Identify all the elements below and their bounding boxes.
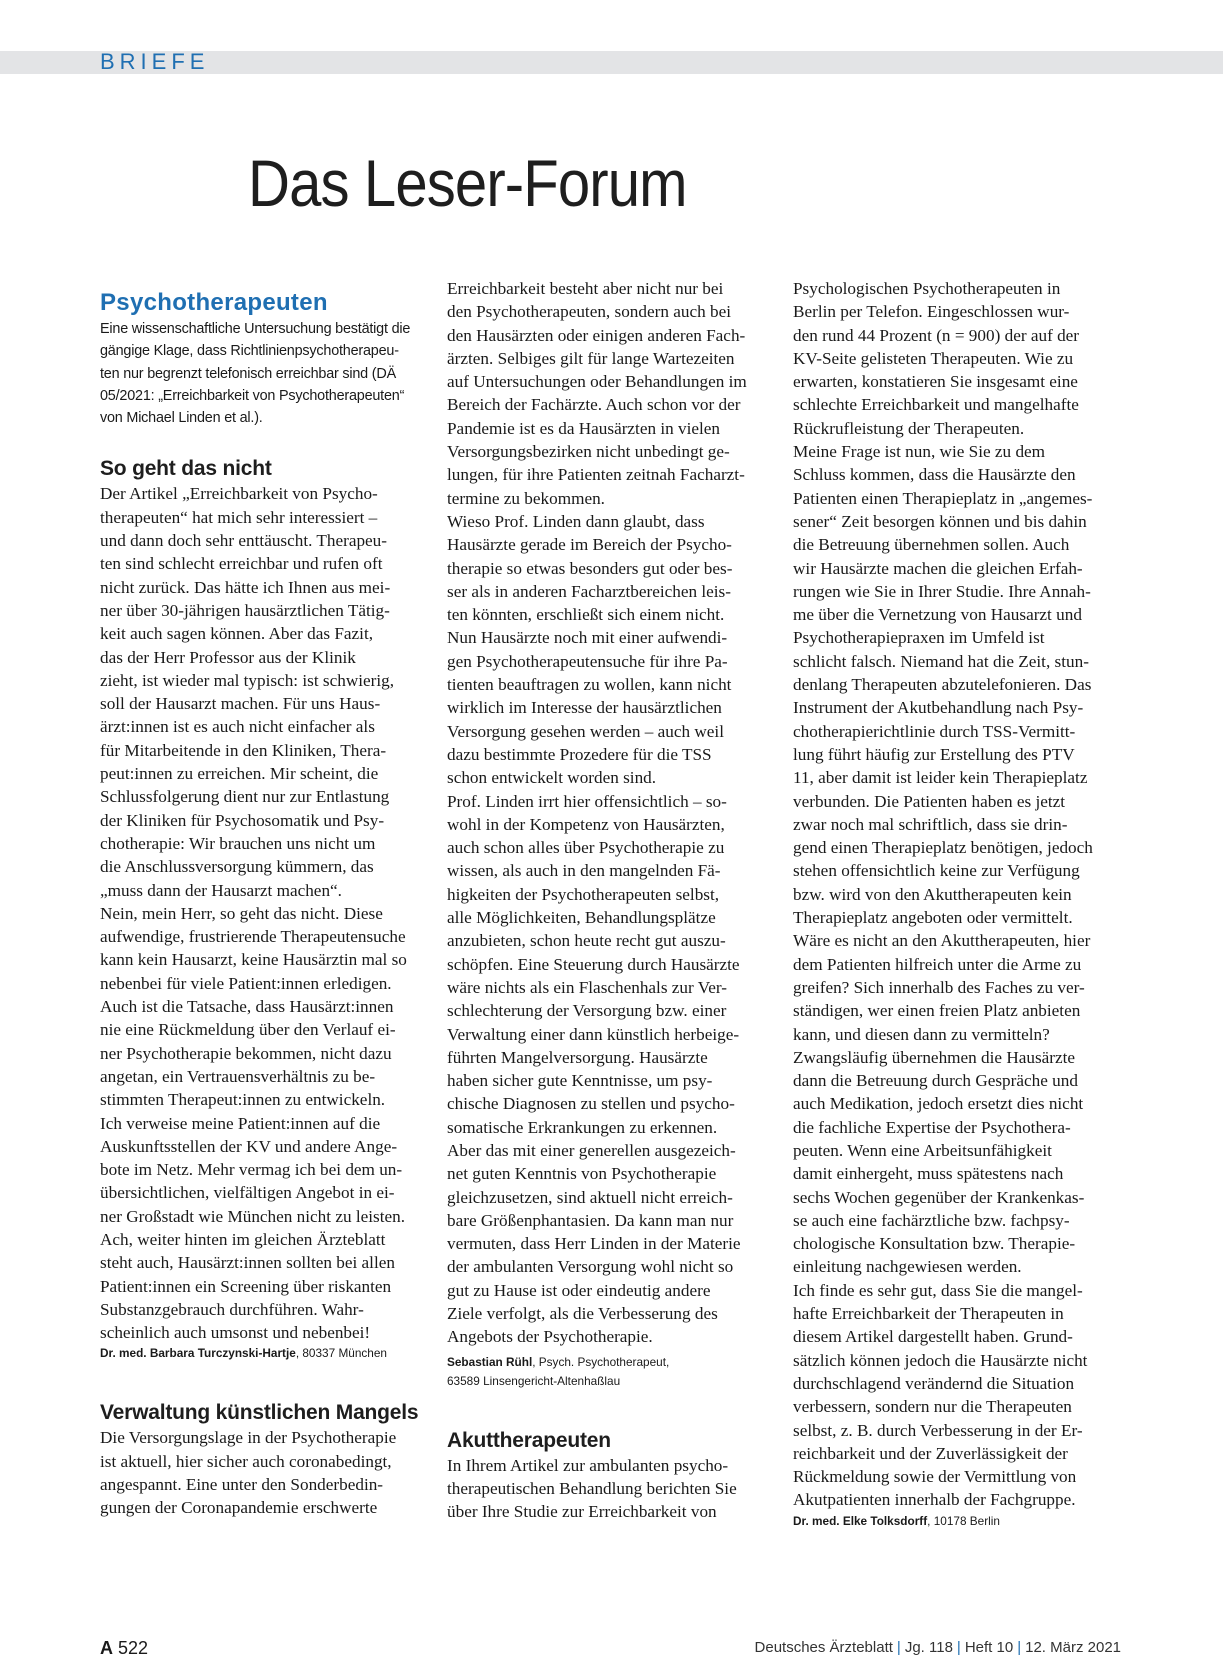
text-line: Instrument der Akutbehandlung nach Psy- — [793, 698, 1084, 718]
text-line: 11, aber damit ist leider kein Therapieplatz — [793, 768, 1088, 788]
text-line: Nun Hausärzte noch mit einer aufwendi- — [447, 628, 728, 648]
text-line: bzw. wird von den Akuttherapeuten kein — [793, 884, 1072, 904]
text-line: dazu bestimmte Prozedere für die TSS — [447, 744, 712, 764]
letter-author-2: Sebastian Rühl, Psych. Psychotherapeut, — [447, 1354, 670, 1369]
text-line: ständigen, wer einen freien Platz anbieten — [793, 1001, 1081, 1021]
text-line: kann, und diesen dann zu vermitteln? — [793, 1024, 1050, 1044]
letter-body-2-continued — [447, 277, 775, 1349]
text-line: angespannt. Eine unter den Sonderbedin- — [100, 1475, 384, 1495]
text-line: verbunden. Die Patienten haben es jetzt — [793, 791, 1066, 811]
text-line: ist aktuell, hier sicher auch coronabedingt, — [100, 1451, 392, 1471]
text-line: übersichtlichen, vielfältigen Angebot in ei- — [100, 1183, 395, 1203]
text-line: 05/2021: „Erreichbarkeit von Psychotherapeuten“ — [100, 387, 405, 404]
text-line: Psychotherapiepraxen im Umfeld ist — [793, 628, 1045, 648]
text-line: ärzten. Selbiges gilt für lange Wartezeiten — [447, 348, 735, 368]
text-line: schlechterung der Versorgung bzw. einer — [447, 1001, 727, 1021]
text-line: einleitung nachgewiesen werden. — [793, 1257, 1022, 1277]
text-line: schlechte Erreichbarkeit und mangelhafte — [793, 395, 1079, 415]
text-line: ärzt:innen ist es auch nicht einfacher als — [100, 717, 375, 737]
text-line: ner Großstadt wie München nicht zu leisten. — [100, 1206, 405, 1226]
column-2 — [447, 277, 775, 1524]
text-line: das der Herr Professor aus der Klinik — [100, 647, 356, 667]
text-line: schlicht falsch. Niemand hat die Zeit, stun- — [793, 651, 1089, 671]
text-line: Auskunftsstellen der KV und andere Ange- — [100, 1136, 398, 1156]
text-line: denlang Therapeuten abzutelefonieren. Das — [793, 675, 1092, 695]
column-1 — [100, 288, 428, 1520]
text-line: In Ihrem Artikel zur ambulanten psycho- — [447, 1455, 729, 1475]
text-line: Versorgungsbezirken nicht unbedingt ge- — [447, 442, 730, 462]
letter-body-3-continued — [793, 277, 1121, 1512]
text-line: verbessern, sondern nur die Therapeuten — [793, 1397, 1072, 1417]
text-line: Eine wissenschaftliche Untersuchung bestätigt die — [100, 321, 411, 337]
text-line: dem Patienten hilfreich unter die Arme zu — [793, 954, 1082, 974]
text-line: Nein, mein Herr, so geht das nicht. Diese — [100, 903, 383, 923]
text-line: ner Psychotherapie bekommen, nicht dazu — [100, 1043, 392, 1063]
text-line: auf Untersuchungen oder Behandlungen im — [447, 372, 747, 392]
text-line: wir Hausärzte machen die gleichen Erfah- — [793, 558, 1083, 578]
text-line: peut:innen zu erreichen. Mir scheint, die — [100, 764, 379, 784]
text-line: durchschlagend verändernd die Situation — [793, 1373, 1075, 1393]
text-line: angetan, ein Vertrauensverhältnis zu be- — [100, 1066, 376, 1086]
text-line: der Kliniken für Psychosomatik und Psy- — [100, 810, 385, 830]
text-line: Aber das mit einer generellen ausgezeich- — [447, 1140, 736, 1160]
text-line: diesem Artikel dargestellt haben. Grund- — [793, 1327, 1073, 1347]
text-line: gend einen Therapieplatz benötigen, jedoch — [793, 838, 1093, 858]
text-line: sätzlich können jedoch die Hausärzte nicht — [793, 1350, 1088, 1370]
text-line: keit auch sagen können. Aber das Fazit, — [100, 624, 374, 644]
text-line: über Ihre Studie zur Erreichbarkeit von — [447, 1502, 717, 1522]
text-line: reichbarkeit und der Zuverlässigkeit der — [793, 1443, 1068, 1463]
text-line: die Betreuung übernehmen sollen. Auch — [793, 535, 1070, 555]
text-line: die fachliche Expertise der Psychothera- — [793, 1117, 1071, 1137]
column-3 — [793, 277, 1121, 1531]
text-line: ten nur begrenzt telefonisch erreichbar sind (DÄ — [100, 365, 396, 382]
text-line: „muss dann der Hausarzt machen“. — [100, 880, 342, 900]
text-line: tienten beauftragen zu wollen, kann nicht — [447, 675, 732, 695]
text-line: Der Artikel „Erreichbarkeit von Psycho- — [100, 484, 378, 504]
text-line: Versorgung gesehen werden – auch weil — [447, 721, 724, 741]
text-line: den rund 44 Prozent (n = 900) der auf der — [793, 325, 1080, 345]
text-line: Substanzgebrauch durchführen. Wahr- — [100, 1299, 364, 1319]
text-line: Verwaltung einer dann künstlich herbeige- — [447, 1024, 740, 1044]
text-line: Patienten einen Therapieplatz in „angemes- — [793, 488, 1093, 508]
text-line: ten könnten, erschließt sich einem nicht. — [447, 605, 725, 625]
text-line: aufwendige, frustrierende Therapeutensuche — [100, 927, 406, 947]
text-line: Hausärzte gerade im Bereich der Psycho- — [447, 535, 732, 555]
text-line: auch Medikation, jedoch ersetzt dies nicht — [793, 1094, 1084, 1114]
text-line: den Hausärzten oder einigen anderen Fach- — [447, 325, 746, 345]
text-line: termine zu bekommen. — [447, 488, 605, 508]
text-line: haben sicher gute Kenntnisse, um psy- — [447, 1071, 713, 1091]
text-line: Die Versorgungslage in der Psychotherapie — [100, 1428, 397, 1448]
journal-footer: Deutsches Ärzteblatt | Jg. 118 | Heft 10 | 12. März 2021 — [754, 1639, 1121, 1656]
text-line: Meine Frage ist nun, wie Sie zu dem — [793, 442, 1046, 462]
letter-author-3: Dr. med. Elke Tolksdorff, 10178 Berlin — [793, 1513, 1000, 1528]
text-line: von Michael Linden et al.). — [100, 410, 263, 427]
text-line: und dann doch sehr enttäuscht. Therapeu- — [100, 531, 388, 551]
letter-author-1: Dr. med. Barbara Turczynski-Hartje, 80337 München — [100, 1346, 387, 1361]
text-line: chotherapie: Wir brauchen uns nicht um — [100, 833, 376, 853]
text-line: gut zu Hause ist oder eindeutig andere — [447, 1280, 711, 1300]
text-line: gleichzusetzen, sind aktuell nicht erreich- — [447, 1187, 733, 1207]
text-line: Schluss kommen, dass die Hausärzte den — [793, 465, 1076, 485]
text-line: dann die Betreuung durch Gespräche und — [793, 1071, 1078, 1091]
page-number: A 522 — [100, 1638, 149, 1658]
text-line: damit einhergeht, muss spätestens nach — [793, 1164, 1064, 1184]
journal-issue: Heft 10 — [964, 1639, 1014, 1656]
text-line: soll der Hausarzt machen. Für uns Haus- — [100, 694, 381, 714]
text-line: therapeuten“ hat mich sehr interessiert – — [100, 507, 378, 527]
text-line: stimmten Therapeut:innen zu entwickeln. — [100, 1090, 386, 1110]
text-line: Prof. Linden irrt hier offensichtlich – so- — [447, 791, 727, 811]
text-line: Patient:innen ein Screening über riskanten — [100, 1276, 392, 1296]
journal-volume: Jg. 118 — [904, 1639, 953, 1656]
text-line: Schlussfolgerung dient nur zur Entlastung — [100, 787, 390, 807]
text-line: sener“ Zeit besorgen können und bis dahin — [793, 511, 1087, 531]
letter-body-3 — [447, 1454, 775, 1524]
text-line: wissen, als auch in den mangelnden Fä- — [447, 861, 721, 881]
text-line: stehen offensichtlich keine zur Verfügung — [793, 861, 1080, 881]
text-line: gängige Klage, dass Richtlinienpsychotherapeu- — [100, 343, 399, 360]
text-line: ten sind schlecht erreichbar und rufen oft — [100, 554, 383, 574]
text-line: chologische Konsultation bzw. Therapie- — [793, 1234, 1076, 1254]
text-line: ser als in anderen Facharztbereichen leis- — [447, 581, 731, 601]
text-line: für Mitarbeitende in den Kliniken, Thera- — [100, 740, 387, 760]
text-line: somatische Erkrankungen zu erkennen. — [447, 1117, 718, 1137]
letter-heading-1: So geht das nicht — [100, 457, 272, 481]
text-line: Zwangsläufig übernehmen die Hausärzte — [793, 1047, 1076, 1067]
text-line: schon entwickelt worden sind. — [447, 768, 657, 788]
text-line: nie eine Rückmeldung über den Verlauf ei- — [100, 1020, 396, 1040]
letter-heading-2: Verwaltung künstlichen Mangels — [100, 1401, 419, 1425]
text-line: rungen wie Sie in Ihrer Studie. Ihre Annah- — [793, 581, 1091, 601]
text-line: Pandemie ist es da Hausärzten in vielen — [447, 418, 721, 438]
text-line: auch schon alles über Psychotherapie zu — [447, 838, 725, 858]
text-line: den Psychotherapeuten, sondern auch bei — [447, 302, 731, 322]
text-line: Bereich der Fachärzte. Auch schon vor der — [447, 395, 741, 415]
text-line: Berlin per Telefon. Eingeschlossen wur- — [793, 302, 1070, 322]
text-line: therapie so etwas besonders gut oder bes- — [447, 558, 733, 578]
text-line: Wieso Prof. Linden dann glaubt, dass — [447, 511, 705, 531]
text-line: vermuten, dass Herr Linden in der Materie — [447, 1234, 741, 1254]
text-line: chische Diagnosen zu stellen und psycho- — [447, 1094, 735, 1114]
text-line: me über die Vernetzung von Hausarzt und — [793, 605, 1082, 625]
text-line: Angebots der Psychotherapie. — [447, 1327, 653, 1347]
text-line: KV-Seite gelisteten Therapeuten. Wie zu — [793, 348, 1074, 368]
topic-heading: Psychotherapeuten — [100, 289, 328, 316]
letter-body-1 — [100, 482, 428, 1344]
letter-author-2-place: 63589 Linsengericht-Altenhaßlau — [447, 1373, 621, 1388]
text-line: alle Möglichkeiten, Behandlungsplätze — [447, 908, 716, 928]
text-line: gungen der Coronapandemie erschwerte — [100, 1498, 378, 1518]
text-line: nebenbei für viele Patient:innen erledigen. — [100, 973, 392, 993]
text-line: zieht, ist wieder mal typisch: ist schwierig, — [100, 670, 395, 690]
text-line: wirklich im Interesse der hausärztlichen — [447, 698, 722, 718]
text-line: Erreichbarkeit besteht aber nicht nur bei — [447, 279, 724, 298]
journal-name: Deutsches Ärzteblatt — [754, 1639, 893, 1656]
text-line: Ich finde es sehr gut, dass Sie die mangel- — [793, 1280, 1083, 1300]
text-line: therapeutischen Behandlung berichten Sie — [447, 1478, 737, 1498]
text-line: selbst, z. B. durch Verbesserung in der Er- — [793, 1420, 1083, 1440]
text-line: schöpfen. Eine Steuerung durch Hausärzte — [447, 954, 740, 974]
text-line: zwar noch mal schriftlich, dass sie drin- — [793, 814, 1068, 834]
text-line: peuten. Wenn eine Arbeitsunfähigkeit — [793, 1140, 1052, 1160]
text-line: wäre nichts als ein Flaschenhals zur Ver- — [447, 977, 727, 997]
text-line: wohl in der Kompetenz von Hausärzten, — [447, 814, 725, 834]
letter-heading-3: Akuttherapeuten — [447, 1428, 611, 1452]
text-line: Ziele verfolgt, als die Verbesserung des — [447, 1304, 718, 1324]
text-line: Psychologischen Psychotherapeuten in — [793, 279, 1061, 298]
text-line: net guten Kenntnis von Psychotherapie — [447, 1164, 717, 1184]
text-line: Akutpatienten innerhalb der Fachgruppe. — [793, 1490, 1076, 1510]
text-line: Rückrufleistung der Therapeuten. — [793, 418, 1025, 438]
topic-intro — [100, 318, 428, 429]
section-label: BRIEFE — [100, 49, 210, 74]
text-line: hafte Erreichbarkeit der Therapeuten in — [793, 1304, 1064, 1324]
text-line: Ach, weiter hinten im gleichen Ärzteblatt — [100, 1229, 386, 1249]
journal-date: 12. März 2021 — [1025, 1639, 1121, 1656]
text-line: gen Psychotherapeutensuche für ihre Pa- — [447, 651, 728, 671]
text-line: anzubieten, schon heute recht gut auszu- — [447, 931, 726, 951]
text-line: greifen? Sich innerhalb des Faches zu ver- — [793, 977, 1085, 997]
text-line: die Anschlussversorgung kümmern, das — [100, 857, 374, 877]
text-line: nicht zurück. Das hätte ich Ihnen aus mei- — [100, 577, 391, 597]
text-line: Auch ist die Tatsache, dass Hausärzt:innen — [100, 997, 394, 1017]
text-line: lung führt häufig zur Erstellung des PTV — [793, 744, 1075, 764]
text-line: chotherapierichtlinie durch TSS-Vermitt- — [793, 721, 1076, 741]
text-line: führten Mangelversorgung. Hausärzte — [447, 1047, 708, 1067]
letter-body-2 — [100, 1426, 428, 1519]
text-line: bote im Netz. Mehr vermag ich bei dem un- — [100, 1160, 403, 1180]
text-line: scheinlich auch umsonst und nebenbei! — [100, 1323, 371, 1343]
text-line: sechs Wochen gegenüber der Krankenkas- — [793, 1187, 1085, 1207]
text-line: higkeiten der Psychotherapeuten selbst, — [447, 884, 720, 904]
text-line: erwarten, konstatieren Sie insgesamt eine — [793, 372, 1078, 392]
page-title: Das Leser-Forum — [248, 146, 687, 220]
text-line: steht auch, Hausärzt:innen sollten bei allen — [100, 1253, 395, 1273]
text-line: lungen, für ihre Patienten zeitnah Facharzt- — [447, 465, 745, 485]
text-line: der ambulanten Versorgung wohl nicht so — [447, 1257, 734, 1277]
text-line: ner über 30-jährigen hausärztlichen Tätig- — [100, 600, 390, 620]
text-line: se auch eine fachärztliche bzw. fachpsy- — [793, 1210, 1070, 1230]
text-line: Ich verweise meine Patient:innen auf die — [100, 1113, 381, 1133]
text-line: Rückmeldung sowie der Vermittlung von — [793, 1467, 1077, 1487]
text-line: Therapieplatz angeboten oder vermittelt. — [793, 908, 1073, 928]
text-line: Wäre es nicht an den Akuttherapeuten, hier — [793, 931, 1091, 951]
text-line: kann kein Hausarzt, keine Hausärztin mal so — [100, 950, 407, 970]
text-line: bare Größenphantasien. Da kann man nur — [447, 1210, 734, 1230]
